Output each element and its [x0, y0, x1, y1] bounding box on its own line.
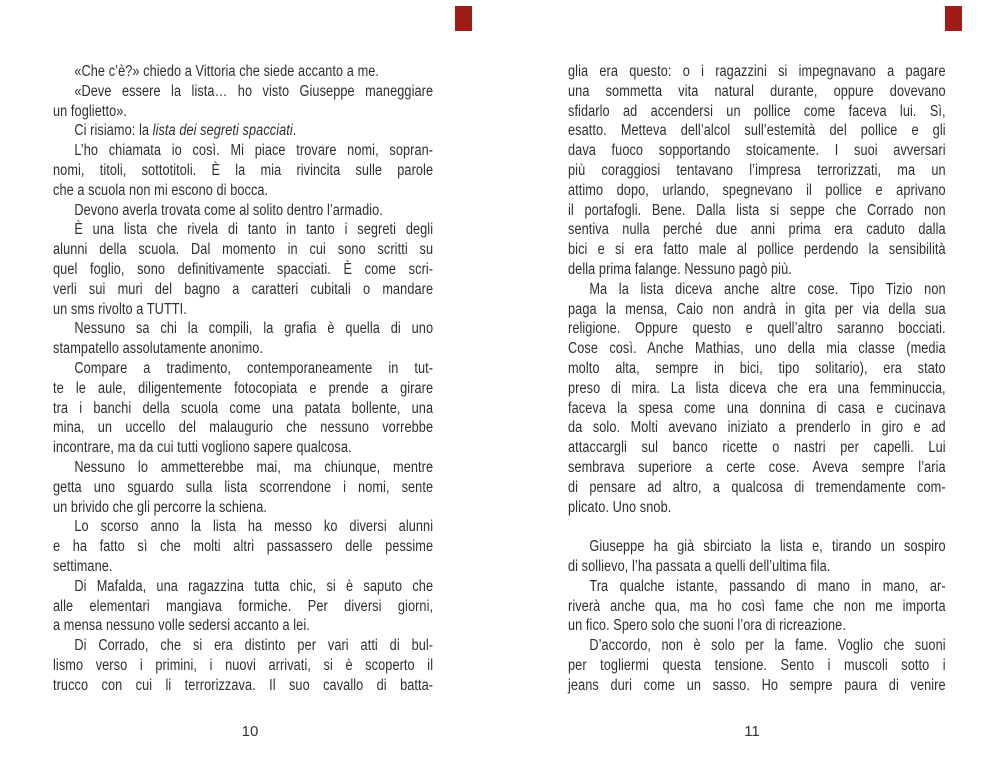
text-line: Tra qualche istante, passando di mano in mano, ar- — [589, 577, 946, 595]
text-line: È una lista che rivela di tanto in tanto i segreti degli — [74, 221, 434, 239]
text-line: esatto. Metteva dell’alcol sull’estemità del pollice e gli — [568, 122, 946, 140]
text-line: faceva la spesa come una donnina di casa e cucinava — [568, 399, 946, 417]
italic-text: lista dei segreti spacciati — [152, 122, 293, 140]
text-line: lismo verso i primini, i nuovi arrivati, si è scoperto il — [53, 656, 434, 674]
text-line: alunni della scuola. Dal momento in cui sono scritti su — [53, 241, 434, 259]
text-line: Giuseppe ha già sbirciato la lista e, tirando un sospiro — [589, 538, 946, 556]
text-run: . — [292, 122, 297, 140]
text-line: Lo scorso anno la lista ha messo ko diversi alunni — [74, 518, 434, 536]
text-line: religione. Oppure questo e quell’altro saranno bocciati. — [568, 320, 946, 338]
text-line: dava fuoco sopportando stoicamente. I suoi avversari — [568, 142, 946, 160]
text-line: un fico. Spero solo che suoni l’ora di ricreazione. — [568, 617, 846, 635]
text-line: Devono averla trovata come al solito dentro l’armadio. — [74, 201, 383, 219]
text-run: Ci risiamo: la — [74, 122, 153, 140]
text-line: riverà anche qua, ma ho così fame che non me importa — [568, 597, 946, 615]
text-line: settimane. — [53, 557, 113, 575]
text-line: più coraggiosi tentavano l’impresa terrorizzati, ma un — [568, 161, 946, 179]
bookmark-ribbon-right[interactable] — [945, 6, 962, 31]
text-line: della prima falange. Nessuno pagò più. — [568, 260, 792, 278]
text-line: per togliermi questa tensione. Sento i muscoli sotto i — [568, 656, 946, 674]
text-line: un sms rivolto a TUTTI. — [53, 300, 187, 318]
text-line: trucco con cui li terrorizzava. Il suo cavallo di batta- — [53, 676, 434, 694]
text-line: Compare a tradimento, contemporaneamente in tut- — [74, 359, 434, 377]
text-line: getta uno sguardo sulla lista scorrendone i nomi, sente — [53, 478, 434, 496]
text-line: plicato. Uno snob. — [568, 498, 672, 516]
text-line: il portafogli. Bene. Dalla lista si seppe che Corrado non — [568, 201, 946, 219]
text-line: glia era questo: o i ragazzini si impegnavano a pagare — [568, 63, 946, 80]
bookmark-ribbon-left[interactable] — [455, 6, 472, 31]
text-line: attaccargli sul banco ricette o nastri per capelli. Lui — [568, 439, 946, 457]
text-line: a mensa nessuno volle sedersi accanto a lei. — [53, 617, 310, 635]
text-line: Di Corrado, che si era distinto per vari atti di bul- — [74, 637, 434, 655]
text-line: attimo dopo, urlando, spegnevano il pollice e aprivano — [568, 181, 946, 199]
page-number-left: 10 — [241, 723, 259, 740]
text-line: sfidarlo ad accendersi un pollice come faceva lui. Sì, — [568, 102, 946, 120]
text-column-right — [568, 62, 946, 696]
text-column-left — [53, 62, 433, 696]
text-line: D’accordo, non è solo per la fame. Voglio che suoni — [589, 637, 946, 655]
text-line: tra i banchi della scuola come una patata bollente, una — [53, 399, 434, 417]
text-line: un brivido che gli percorre la schiena. — [53, 498, 267, 516]
text-line: molto alta, sempre in bici, tipo solitario), era stato — [568, 359, 946, 377]
text-line: Nessuno lo ammetterebbe mai, ma chiunque, mentre — [74, 458, 434, 476]
text-line: Ma la lista diceva anche altre cose. Tipo Tizio non — [589, 280, 946, 298]
text-line: quel foglio, sono definitivamente spacciati. È come scri- — [53, 260, 434, 278]
text-line: sembrava superiore a certe cose. Aveva sempre l’aria — [568, 458, 946, 476]
text-line: e ha fatto sì che molti altri passassero delle pessime — [53, 538, 434, 556]
blank-line — [568, 517, 946, 537]
text-line: Nessuno sa chi la compili, la grafia è quella di uno — [74, 320, 434, 338]
text-line — [53, 121, 433, 141]
text-line: jeans duri come un sasso. Ho sempre paura di venire — [568, 676, 946, 694]
text-line: te le aule, diligentemente fotocopiata e prende a girare — [53, 379, 434, 397]
text-line: Di Mafalda, una ragazzina tutta chic, si è saputo che — [74, 577, 434, 595]
text-line: stampatello assolutamente anonimo. — [53, 340, 264, 358]
text-line: un foglietto». — [53, 102, 128, 120]
text-line: sentiva nulla perché due anni prima era caduto dalla — [568, 221, 946, 239]
text-line: verli sui muri del bagno a caratteri cubitali o mandare — [53, 280, 434, 298]
text-line: una sommetta vita natural durante, oppure dovevano — [568, 82, 946, 100]
text-line: preso di mira. La lista diceva che era una femminuccia, — [568, 379, 946, 397]
text-line: da solo. Molti avevano iniziato a prenderlo in giro e ad — [568, 419, 946, 437]
text-line: «Deve essere la lista… ho visto Giuseppe maneggiare — [74, 82, 434, 100]
text-line: L’ho chiamata io così. Mi piace trovare nomi, sopran- — [74, 142, 434, 160]
text-line: incontrare, ma da cui tutti vogliono sapere qualcosa. — [53, 439, 352, 457]
text-line: nomi, titoli, sottotitoli. È la mia rivincita sulle parole — [53, 161, 434, 179]
text-line: Cose così. Anche Mathias, uno della mia classe (media — [568, 340, 946, 358]
text-line: mina, un uccello del malaugurio che nessuno vorrebbe — [53, 419, 434, 437]
text-line: di sollievo, l’ha passata a quelli dell’ultima fila. — [568, 557, 831, 575]
text-line: bici e si era fatto male al pollice perdendo la sensibilità — [568, 241, 946, 259]
text-line: di pensare ad altro, a qualcosa di tremendamente com- — [568, 478, 946, 496]
text-line: «Che c’è?» chiedo a Vittoria che siede accanto a me. — [74, 63, 380, 80]
text-line: paga la mensa, Caio non andrà in gita per via della sua — [568, 300, 946, 318]
text-line: che a scuola non mi escono di bocca. — [53, 181, 269, 199]
page-number-right: 11 — [744, 723, 760, 740]
text-line: alle elementari mangiava formiche. Per diversi giorni, — [53, 597, 434, 615]
